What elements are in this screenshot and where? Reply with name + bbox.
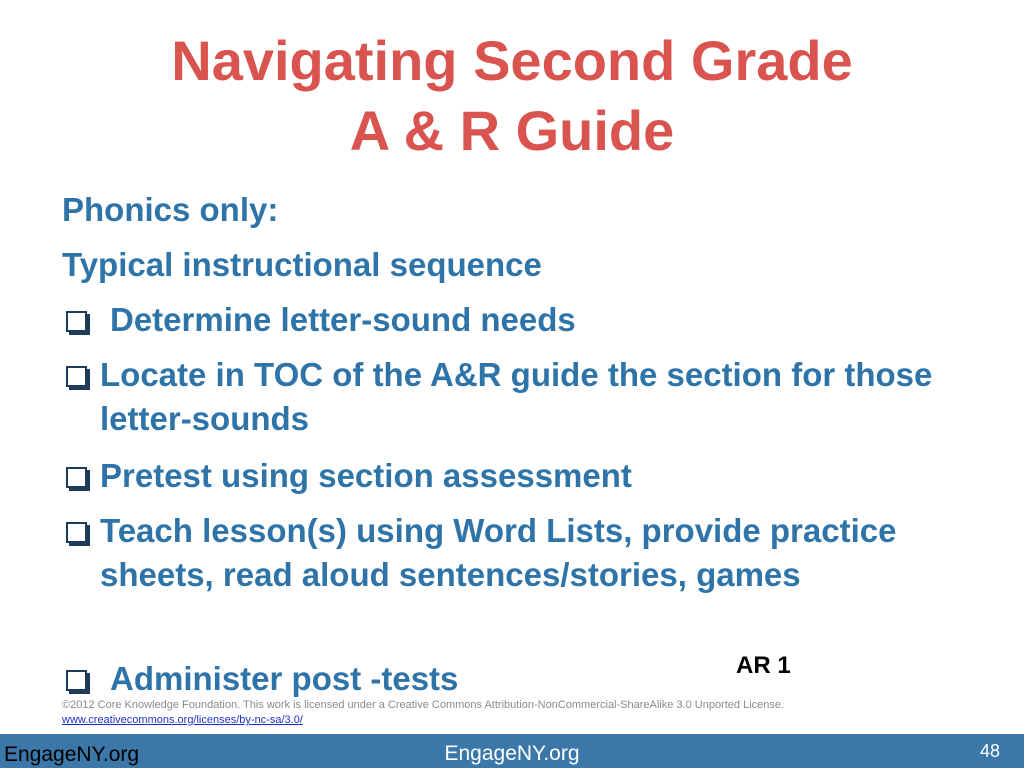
list-item-text: Teach lesson(s) using Word Lists, provide practice sheets, read aloud sentences/stories, games — [100, 512, 897, 593]
list-item-text: Locate in TOC of the A&R guide the section for those letter-sounds — [100, 356, 933, 437]
page-number: 48 — [979, 741, 1000, 761]
checkbox-bullet-icon — [66, 366, 87, 387]
slide-body — [62, 0, 982, 700]
heading-phonics-only: Phonics only: — [62, 191, 279, 228]
ar-tag: AR 1 — [736, 652, 791, 679]
license-text: ©2012 Core Knowledge Foundation. This work is licensed under a Creative Commons Attribution-NonCommercial-ShareAlike 3.0 Unported License. — [62, 699, 785, 711]
list-item-text: Pretest using section assessment — [100, 457, 632, 494]
footer-center-text: EngageNY.org — [444, 742, 580, 765]
checkbox-bullet-icon — [66, 670, 87, 691]
slide-title-line-1: Navigating Second Grade — [171, 29, 853, 92]
list-item-text: Determine letter-sound needs — [110, 301, 576, 338]
heading-instructional-sequence: Typical instructional sequence — [62, 246, 542, 283]
footer-left-text: EngageNY.org — [0, 734, 184, 768]
checkbox-bullet-icon — [66, 467, 87, 488]
checkbox-bullet-icon — [66, 311, 87, 332]
license-link[interactable]: www.creativecommons.org/licenses/by-nc-sa/3.0/ — [62, 714, 303, 726]
checkbox-bullet-icon — [66, 522, 87, 543]
footer-bar — [0, 734, 1024, 768]
list-item-text: Administer post -tests — [110, 660, 459, 697]
slide-title-line-2: A & R Guide — [349, 99, 675, 162]
